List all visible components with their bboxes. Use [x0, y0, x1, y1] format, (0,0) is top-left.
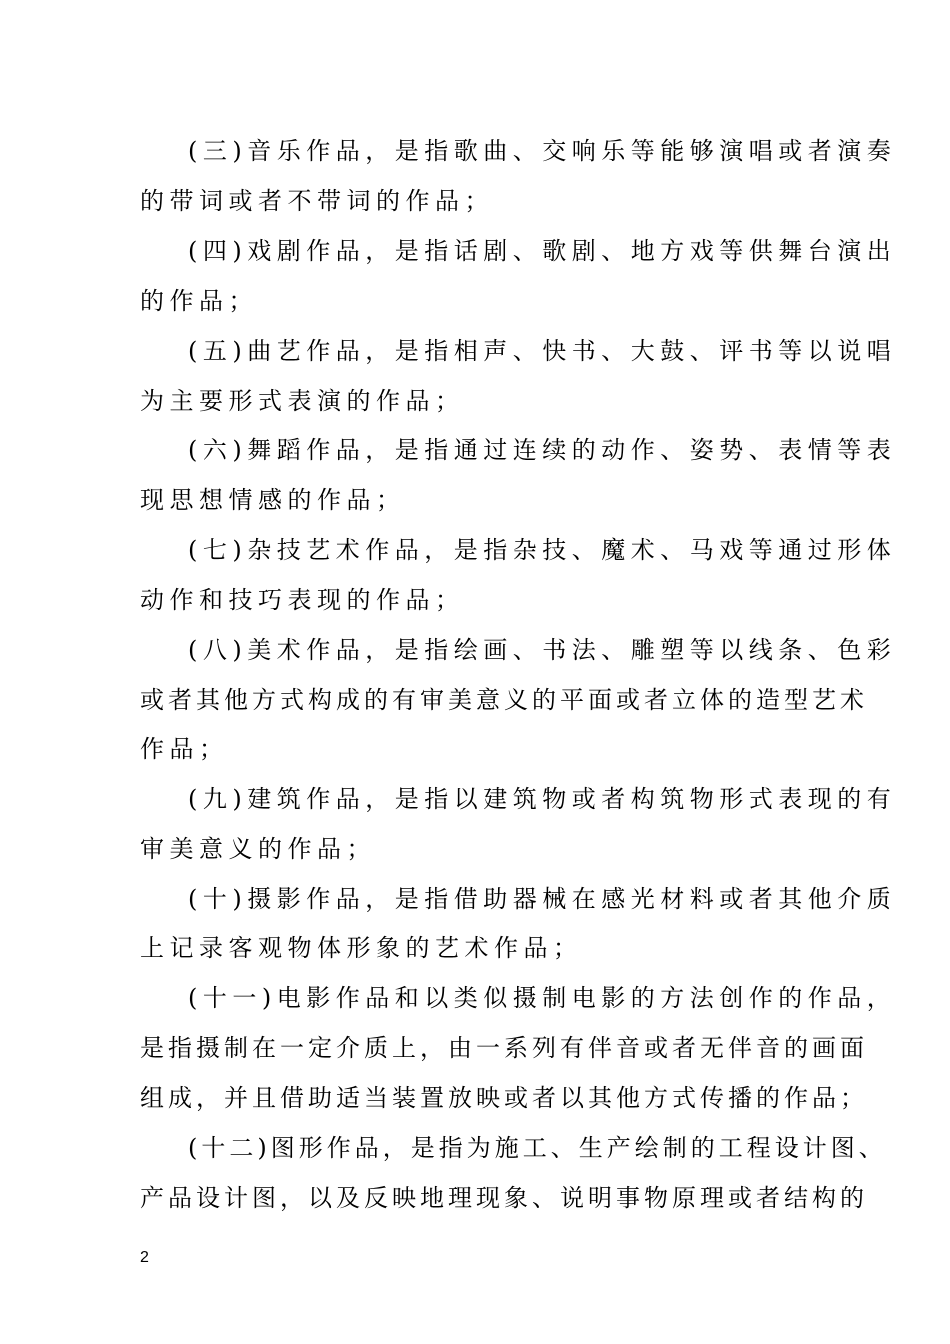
paragraph-10-line-1: (十)摄影作品，是指借助器械在感光材料或者其他介质 — [188, 885, 897, 913]
paragraph-12-line-1: (十二)图形作品，是指为施工、生产绘制的工程设计图、 — [188, 1134, 887, 1162]
paragraph-3-line-2: 的带词或者不带词的作品； — [140, 187, 494, 215]
paragraph-7-line-2: 动作和技巧表现的作品； — [140, 586, 465, 614]
paragraph-11-line-1: (十一)电影作品和以类似摄制电影的方法创作的作品， — [188, 984, 897, 1012]
paragraph-11-line-3: 组成，并且借助适当装置放映或者以其他方式传播的作品； — [140, 1084, 868, 1112]
paragraph-9-line-1: (九)建筑作品，是指以建筑物或者构筑物形式表现的有 — [188, 785, 897, 813]
paragraph-7-line-1: (七)杂技艺术作品，是指杂技、魔术、马戏等通过形体 — [188, 536, 897, 564]
paragraph-4-line-1: (四)戏剧作品，是指话剧、歌剧、地方戏等供舞台演出 — [188, 237, 897, 265]
page-number: 2 — [140, 1249, 149, 1266]
paragraph-10-line-2: 上记录客观物体形象的艺术作品； — [140, 934, 583, 962]
paragraph-9-line-2: 审美意义的作品； — [140, 835, 376, 863]
paragraph-8-line-1: (八)美术作品，是指绘画、书法、雕塑等以线条、色彩 — [188, 636, 897, 664]
paragraph-5-line-2: 为主要形式表演的作品； — [140, 387, 465, 415]
paragraph-11-line-2: 是指摄制在一定介质上，由一系列有伴音或者无伴音的画面 — [140, 1034, 868, 1062]
paragraph-4-line-2: 的作品； — [140, 287, 258, 315]
paragraph-3-line-1: (三)音乐作品，是指歌曲、交响乐等能够演唱或者演奏 — [188, 137, 897, 165]
paragraph-6-line-2: 现思想情感的作品； — [140, 486, 406, 514]
paragraph-12-line-2: 产品设计图，以及反映地理现象、说明事物原理或者结构的 — [140, 1184, 868, 1212]
paragraph-8-line-3: 作品； — [140, 735, 229, 763]
paragraph-8-line-2: 或者其他方式构成的有审美意义的平面或者立体的造型艺术 — [140, 686, 868, 714]
paragraph-6-line-1: (六)舞蹈作品，是指通过连续的动作、姿势、表情等表 — [188, 436, 897, 464]
paragraph-5-line-1: (五)曲艺作品，是指相声、快书、大鼓、评书等以说唱 — [188, 337, 897, 365]
